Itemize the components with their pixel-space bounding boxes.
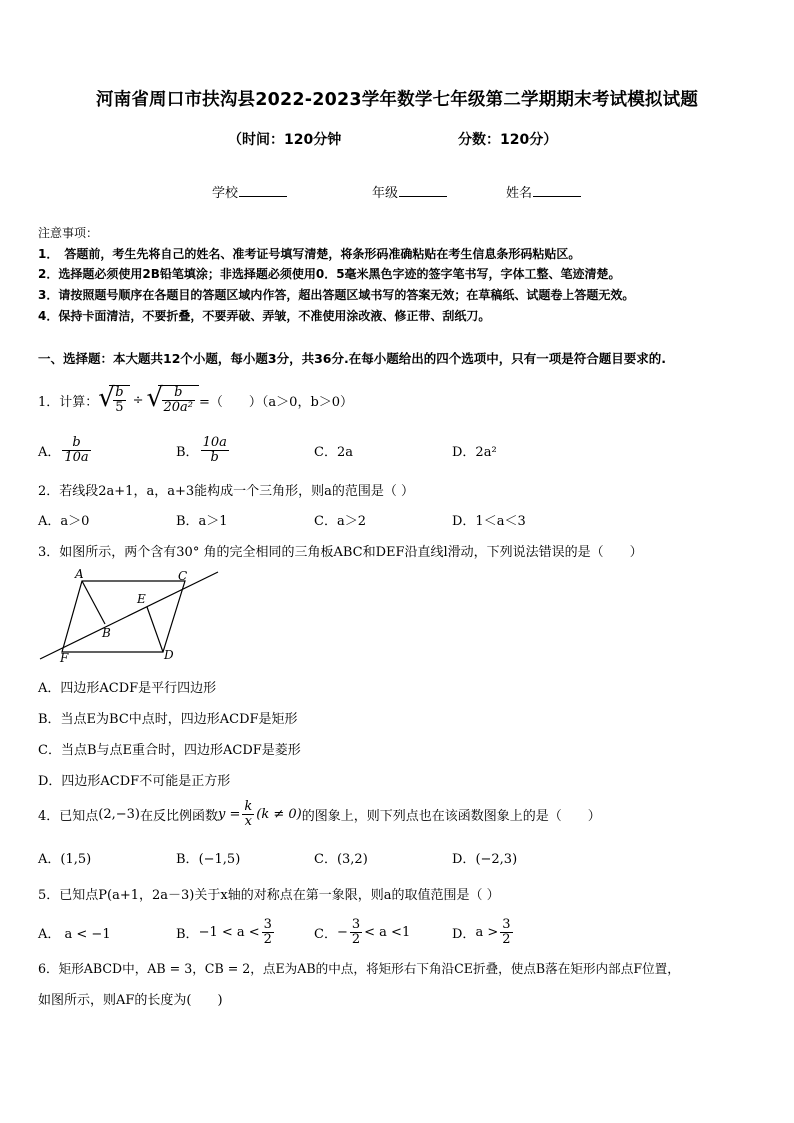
- q4-option-a: [38, 848, 91, 867]
- section-heading: 一、选择题：本大题共12个小题，每小题3分，共36分.在每小题给出的四个选项中，只有一项是符合题目要求的.: [38, 351, 666, 366]
- q4-func-cond: (k ≠ 0): [256, 806, 302, 822]
- question-2: 2．若线段2a+1，a，a+3能构成一个三角形，则a的范围是（ ）: [38, 484, 415, 499]
- school-blank: [239, 184, 287, 197]
- option-label: D．: [452, 852, 476, 867]
- q4-func-num: k: [244, 798, 253, 814]
- q1-prefix: 1．计算：: [38, 394, 99, 410]
- name-field: [506, 182, 581, 201]
- school-label: 学校: [212, 186, 239, 201]
- q1-divide: ÷: [132, 392, 144, 408]
- frac-den: 2: [263, 931, 272, 947]
- q3-option-d: D．四边形ACDF不可能是正方形: [38, 774, 231, 789]
- q1-option-b: [176, 431, 231, 469]
- q3-figure: [30, 565, 230, 665]
- label-b: B: [102, 626, 111, 640]
- option-ineq: −: [336, 924, 348, 940]
- label-c: C: [178, 569, 188, 583]
- note-item: 4．保持卡面清洁，不要折叠，不要弄破、弄皱，不准使用涂改液、修正带、刮纸刀。: [38, 309, 491, 323]
- q1-f1-num: b: [115, 385, 124, 401]
- exam-time: （时间：120分钟: [228, 132, 342, 148]
- option-value: (1,5): [60, 852, 92, 867]
- q2-option-b: B．a＞1: [176, 514, 228, 529]
- option-value: (3,2): [336, 852, 368, 867]
- q1-option-a: [38, 431, 93, 469]
- option-label: C．: [314, 852, 337, 867]
- q4-prefix: 4．已知点: [38, 808, 99, 824]
- grade-label: 年级: [372, 186, 399, 201]
- question-1: [38, 378, 353, 422]
- option-label: D．: [452, 926, 476, 942]
- q1-b-den: b: [201, 450, 229, 465]
- q1-f1-den: 5: [113, 400, 125, 415]
- frac-num: 3: [502, 916, 511, 932]
- q5-option-c: [314, 913, 410, 951]
- option-label: B．: [176, 852, 199, 867]
- frac-den: 2: [502, 931, 511, 947]
- note-item: 3．请按照题号顺序在各题目的答题区域内作答，超出答题区域书写的答案无效；在草稿纸、试题卷上答题无效。: [38, 288, 635, 302]
- q1-option-c: C．2a: [314, 445, 353, 460]
- q1-a-num: b: [72, 434, 81, 450]
- q1-sqrt-2: √ $\frac{b}{\text{20a²}}$: [147, 385, 200, 414]
- q5-option-d: [452, 913, 515, 951]
- q4-func-den: x: [242, 814, 254, 829]
- label-e: E: [137, 592, 146, 606]
- q4-func-lhs: y =: [218, 806, 241, 822]
- option-value: (−2,3): [475, 852, 518, 867]
- q2-option-d: D．1＜a＜3: [452, 514, 526, 529]
- q3-option-b: B．当点E为BC中点时，四边形ACDF是矩形: [38, 712, 298, 727]
- q1-b-num: 10a: [202, 434, 227, 450]
- option-label: B．: [176, 444, 199, 460]
- q4-option-b: [176, 848, 240, 867]
- segment-ab: [82, 581, 105, 624]
- option-label: B．: [176, 926, 199, 942]
- label-f: F: [60, 651, 69, 665]
- page-title: 河南省周口市扶沟县2022-2023学年数学七年级第二学期期末考试模拟试题: [95, 90, 699, 110]
- frac-den: 2: [351, 931, 361, 947]
- school-field: [212, 182, 287, 201]
- notes-heading: 注意事项：: [38, 226, 99, 240]
- parallelogram-acdf: [62, 581, 185, 652]
- segment-ed: [147, 607, 163, 652]
- option-label: A．: [38, 444, 61, 460]
- q4-option-c: [314, 848, 368, 867]
- q1-f2-num: b: [174, 385, 183, 401]
- note-item: 2．选择题必须使用2B铅笔填涂；非选择题必须使用0．5毫米黑色字迹的签字笔书写，字体工整、笔迹清楚。: [38, 267, 621, 281]
- frac-num: 3: [263, 916, 272, 932]
- note-item: 1． 答题前，考生先将自己的姓名、准考证号填写清楚，将条形码准确粘贴在考生信息条形码粘贴区。: [38, 247, 581, 261]
- q1-f2-den: 20a²: [163, 400, 194, 415]
- q4-option-d: [452, 848, 517, 867]
- q5-option-b: [176, 913, 276, 951]
- question-5: 5．已知点P(a+1，2a－3)关于x轴的对称点在第一象限，则a的取值范围是（ ）: [38, 888, 500, 903]
- question-6-line-2: 如图所示，则AF的长度为( ): [38, 993, 223, 1008]
- option-label: A．: [38, 852, 61, 867]
- q3-option-a: A．四边形ACDF是平行四边形: [38, 681, 217, 696]
- q3-option-c: C．当点B与点E重合时，四边形ACDF是菱形: [38, 743, 301, 758]
- question-3: 3．如图所示，两个含有30° 角的完全相同的三角板ABC和DEF沿直线l滑动，下列说法错误的是（ ）: [38, 545, 643, 560]
- exam-score: 分数：120分）: [458, 132, 558, 148]
- q2-option-c: C．a＞2: [314, 514, 366, 529]
- q5-option-a: A． a < −1: [38, 926, 111, 942]
- option-ineq: < a <1: [364, 924, 411, 940]
- grade-blank: [399, 184, 447, 197]
- option-value: (−1,5): [198, 852, 241, 867]
- label-d: D: [164, 648, 174, 662]
- q1-option-d: D．2a²: [452, 445, 497, 460]
- frac-num: 3: [351, 916, 361, 932]
- name-blank: [533, 184, 581, 197]
- q2-option-a: A．a＞0: [38, 514, 90, 529]
- q4-mid: 在反比例函数: [140, 808, 219, 824]
- line-l: [40, 572, 218, 659]
- grade-field: [372, 182, 447, 201]
- question-4: [38, 795, 601, 833]
- option-ineq: a >: [475, 924, 499, 940]
- q1-a-den: 10a: [64, 449, 89, 465]
- q4-point: (2,−3): [98, 806, 140, 822]
- label-a: A: [75, 567, 84, 581]
- q4-suffix: 的图象上，则下列点也在该函数图象上的是（ ）: [301, 808, 601, 824]
- question-6-line-1: 6．矩形ABCD中，AB = 3，CB = 2，点E为AB的中点，将矩形右下角沿CE折叠，使点B落在矩形内部点F位置，: [38, 961, 680, 976]
- q1-sqrt-1: √ $\frac{b}{5}$: [98, 385, 129, 414]
- name-label: 姓名: [506, 186, 533, 201]
- q1-suffix: =（ ）（a＞0，b＞0）: [199, 394, 354, 410]
- option-ineq: −1 < a <: [198, 924, 260, 940]
- option-label: C．: [314, 926, 337, 942]
